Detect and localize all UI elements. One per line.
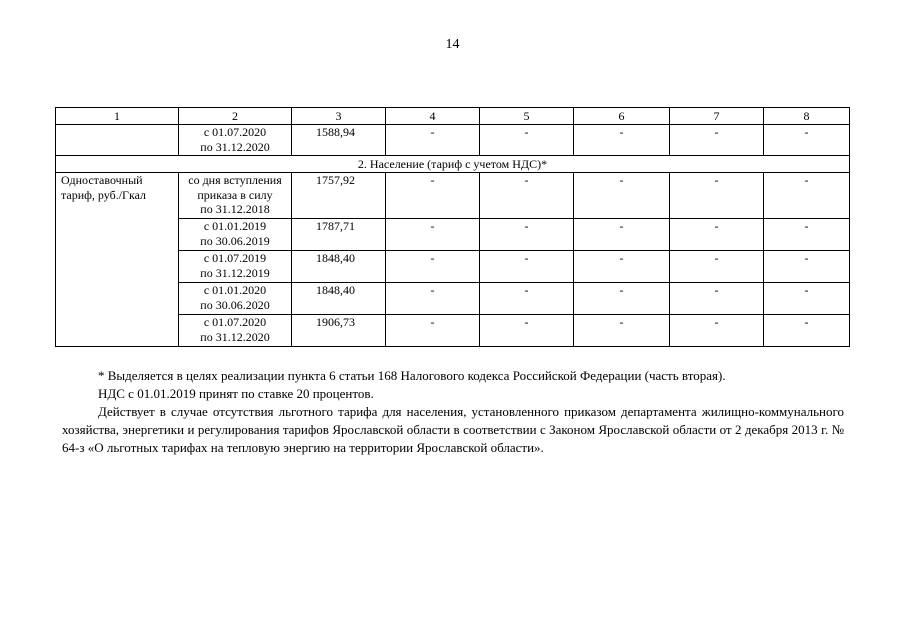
table-row: [56, 125, 850, 156]
dash-cell: -: [386, 219, 480, 251]
period-cell: [179, 283, 292, 315]
dash-cell: -: [670, 125, 764, 156]
period-line: по 31.12.2020: [200, 329, 270, 344]
dash-cell: -: [764, 125, 850, 156]
section-title: 2. Население (тариф с учетом НДС)*: [56, 156, 850, 173]
dash-cell: -: [574, 315, 670, 347]
column-number: 2: [179, 108, 292, 125]
column-number-row: [56, 108, 850, 125]
period-line: по 31.12.2020: [200, 139, 270, 154]
period-cell: [179, 251, 292, 283]
tariff-value: 1848,40: [292, 283, 386, 315]
column-number: 4: [386, 108, 480, 125]
column-number: 1: [56, 108, 179, 125]
dash-cell: -: [764, 283, 850, 315]
dash-cell: -: [574, 283, 670, 315]
dash-cell: -: [480, 173, 574, 219]
period-line: с 01.01.2020: [203, 283, 267, 297]
period-cell: [179, 125, 292, 156]
dash-cell: -: [764, 219, 850, 251]
section-row: [56, 156, 850, 173]
period-line: с 01.07.2020: [203, 125, 267, 139]
dash-cell: -: [480, 251, 574, 283]
tariff-value: 1588,94: [292, 125, 386, 156]
dash-cell: -: [386, 315, 480, 347]
dash-cell: -: [386, 125, 480, 156]
tariff-value: 1848,40: [292, 251, 386, 283]
dash-cell: -: [480, 125, 574, 156]
page-number: 14: [445, 37, 460, 52]
applies-note: Действует в случае отсутствия льготного тарифа для населения, установленного приказом департамента жилищно-коммунального хозяйства, энергетики и регулирования тарифов Ярославской области в соответствии с Законом Ярославской области от 2 декабря 2013 г. № 64-з «О льготных тарифах на тепловую энергию на территории Ярославской области».: [62, 404, 844, 455]
dash-cell: -: [670, 219, 764, 251]
period-cell: [179, 219, 292, 251]
dash-cell: -: [480, 219, 574, 251]
tariff-name-cell: [56, 173, 179, 347]
dash-cell: -: [480, 315, 574, 347]
dash-cell: -: [670, 173, 764, 219]
tariff-value: 1787,71: [292, 219, 386, 251]
tariff-table-body: [56, 108, 850, 347]
table-row: [56, 173, 850, 219]
dash-cell: -: [480, 283, 574, 315]
column-number: 8: [764, 108, 850, 125]
dash-cell: -: [386, 283, 480, 315]
dash-cell: -: [670, 283, 764, 315]
column-number: 3: [292, 108, 386, 125]
dash-cell: -: [764, 251, 850, 283]
tariff-value: 1906,73: [292, 315, 386, 347]
column-number: 6: [574, 108, 670, 125]
dash-cell: -: [574, 251, 670, 283]
dash-cell: -: [574, 125, 670, 156]
dash-cell: -: [670, 315, 764, 347]
period-line: с 01.01.2019: [203, 219, 267, 233]
period-line: приказа в силу: [197, 187, 273, 202]
period-line: с 01.07.2020: [203, 315, 267, 329]
period-line: по 31.12.2018: [200, 202, 270, 216]
period-cell: [179, 315, 292, 347]
period-line: с 01.07.2019: [203, 251, 267, 265]
column-number: 7: [670, 108, 764, 125]
tariff-value: 1757,92: [292, 173, 386, 219]
dash-cell: -: [670, 251, 764, 283]
dash-cell: -: [764, 173, 850, 219]
vat-note: НДС с 01.01.2019 принят по ставке 20 процентов.: [98, 386, 374, 401]
period-line: со дня вступления: [188, 173, 282, 187]
dash-cell: -: [386, 251, 480, 283]
table-cell-empty: [56, 125, 179, 156]
period-line: по 31.12.2019: [200, 265, 270, 280]
period-cell: [179, 173, 292, 219]
dash-cell: -: [764, 315, 850, 347]
dash-cell: -: [574, 173, 670, 219]
footnote: * Выделяется в целях реализации пункта 6 статьи 168 Налогового кодекса Российской Федерации (часть вторая).: [98, 368, 726, 383]
column-number: 5: [480, 108, 574, 125]
tariff-name-line: Одноставочный: [61, 173, 143, 187]
period-line: по 30.06.2019: [200, 233, 270, 248]
dash-cell: -: [386, 173, 480, 219]
tariff-table: [55, 107, 850, 347]
tariff-name-line: тариф, руб./Гкал: [61, 187, 147, 202]
dash-cell: -: [574, 219, 670, 251]
period-line: по 30.06.2020: [200, 297, 270, 312]
notes-section: [62, 367, 844, 457]
